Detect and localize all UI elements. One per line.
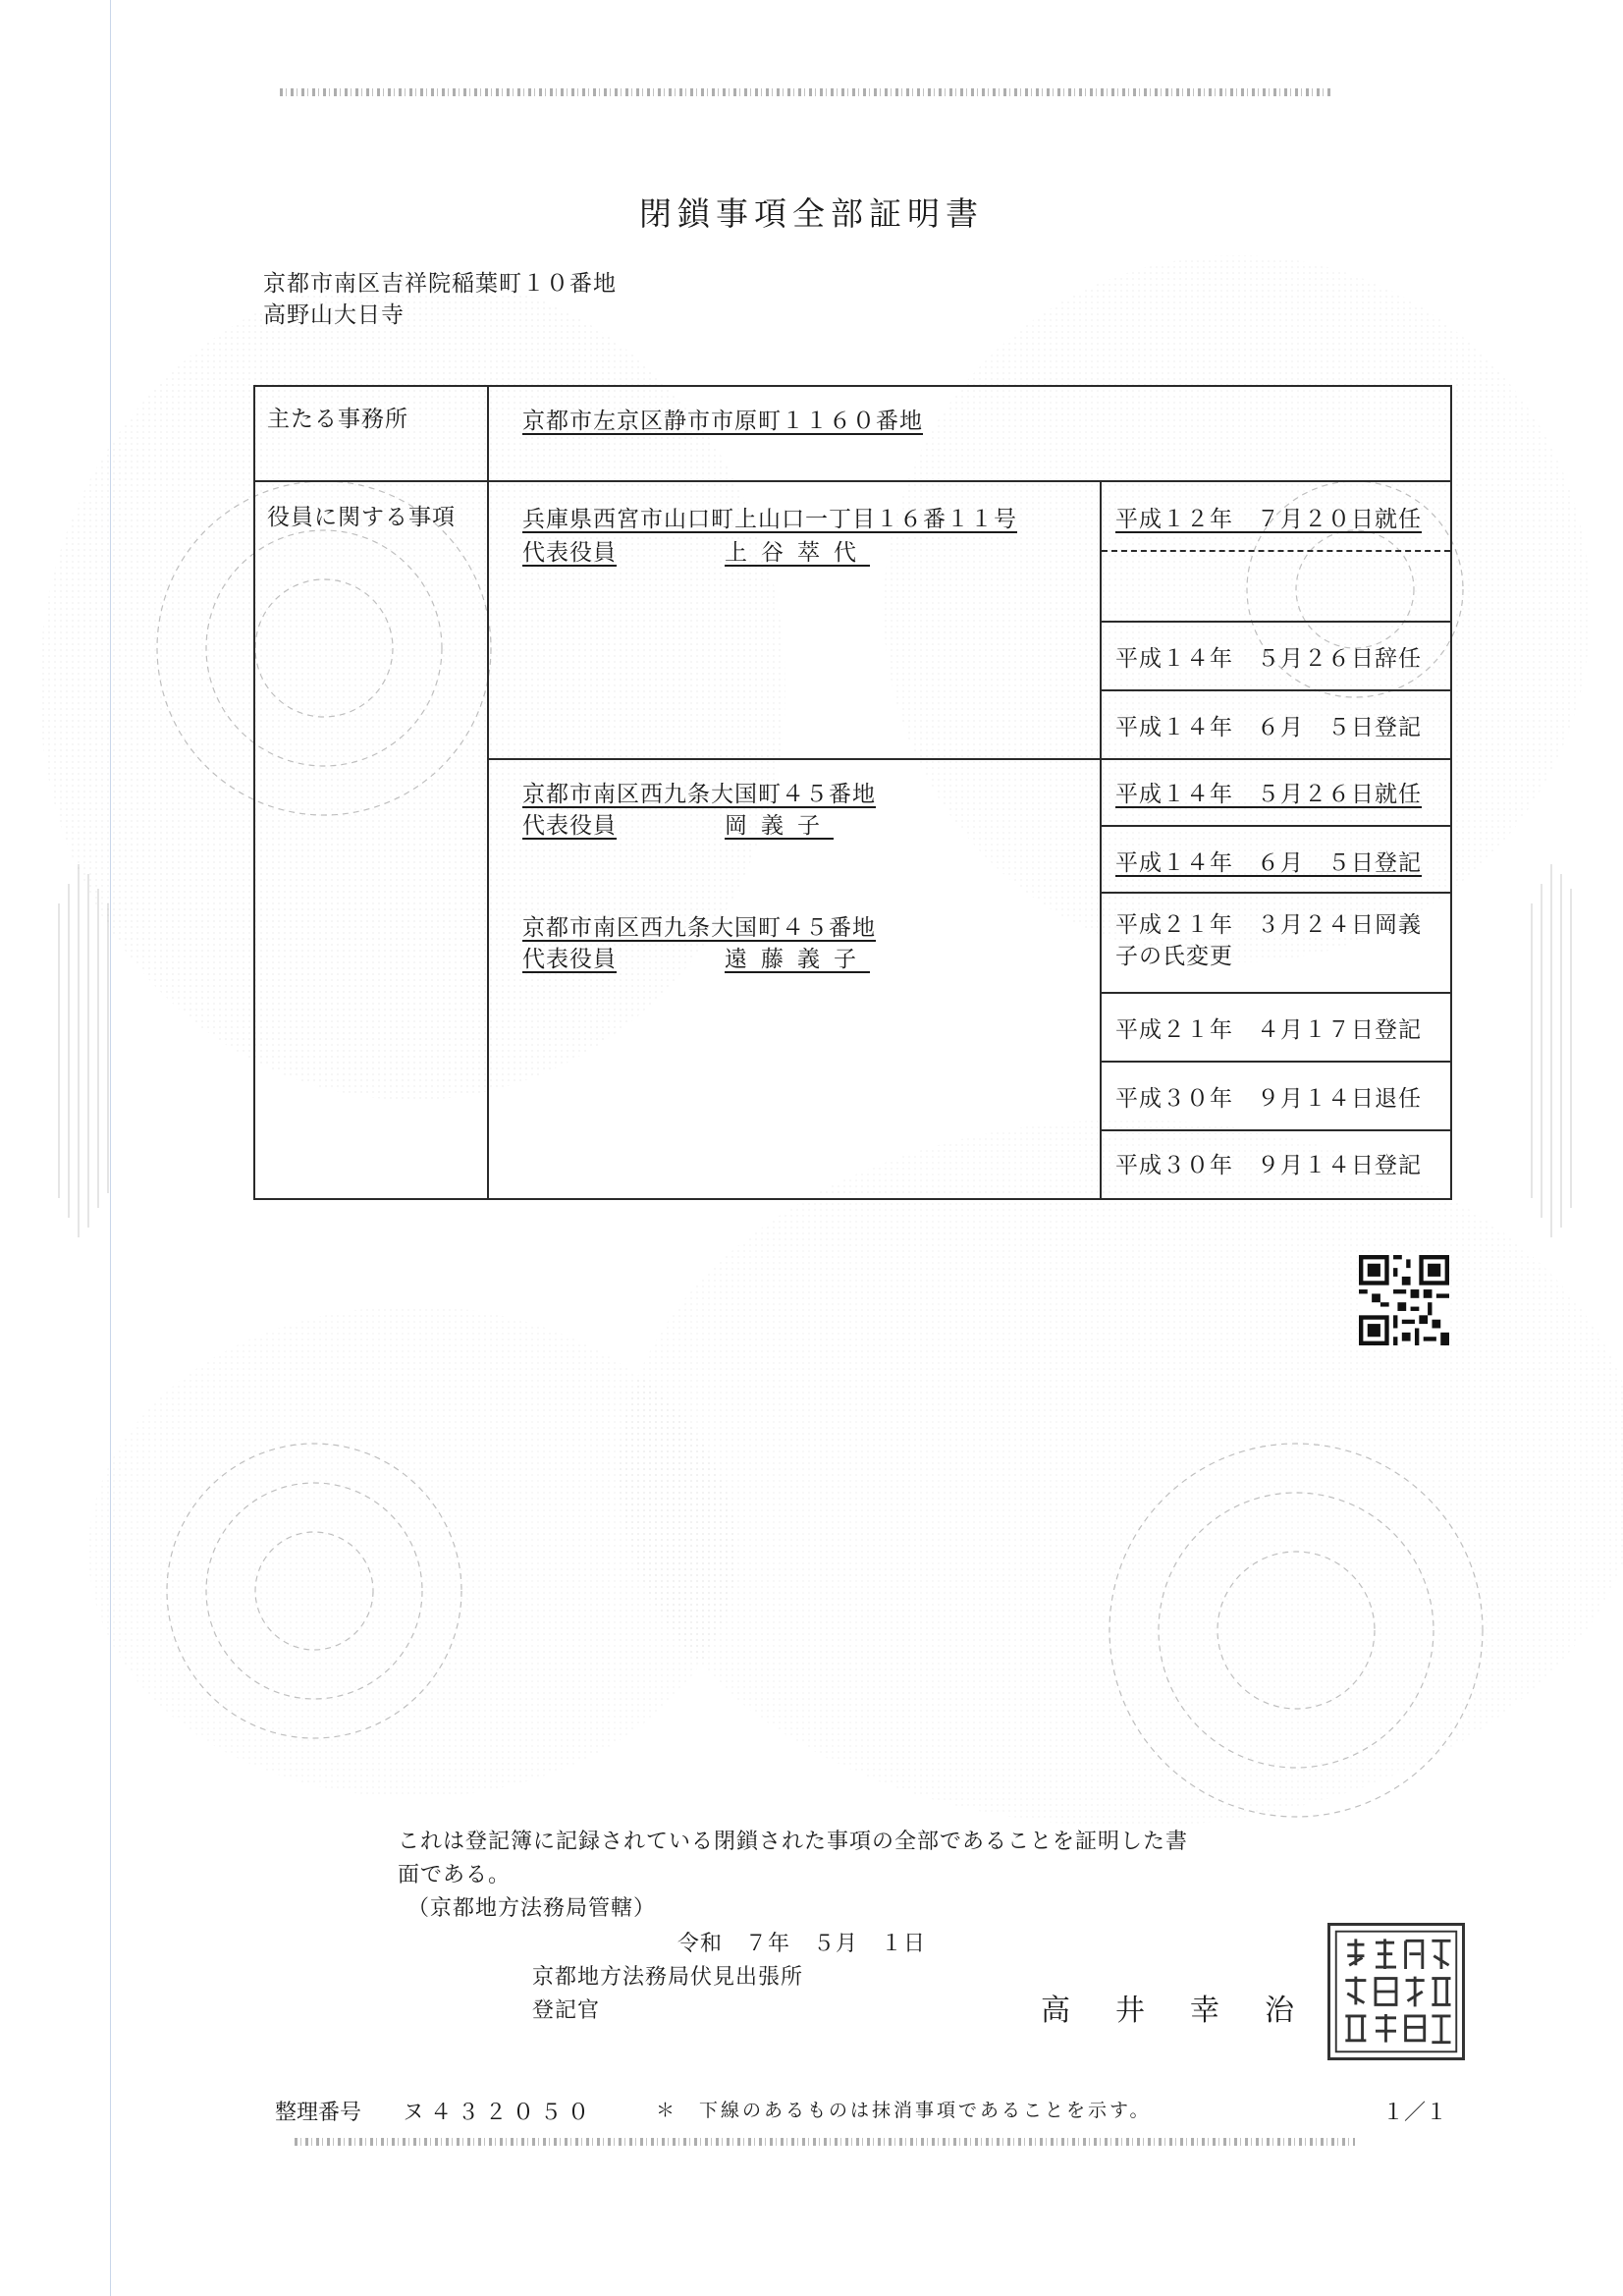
date-divider [1102, 621, 1450, 623]
officers-label: 役員に関する事項 [267, 505, 456, 530]
officer-3-name: 遠藤義子 [725, 947, 870, 972]
officer-3-role [522, 941, 870, 973]
date-column-divider [1100, 480, 1102, 1198]
officer-1-name: 上谷萃代 [725, 540, 870, 566]
officer-3-event-4: 平成３０年 ９月１４日登記 [1115, 1153, 1422, 1178]
officer-3-role-text: 代表役員 [522, 947, 617, 972]
page-number: １／１ [1382, 2101, 1448, 2125]
header-name: 高野山大日寺 [263, 302, 405, 328]
bottom-scan-border [295, 2138, 1355, 2146]
underline-note: ＊ 下線のあるものは抹消事項であることを示す。 [656, 2100, 1152, 2121]
document-title: 閉鎖事項全部証明書 [639, 194, 984, 233]
jurisdiction: （京都地方法務局管轄） [407, 1896, 657, 1921]
register-table [253, 385, 1452, 1200]
officer-title: 登記官 [532, 1998, 601, 2023]
date-divider [1102, 550, 1450, 552]
officer-2-event-1: 平成１４年 ５月２６日就任 [1115, 782, 1422, 807]
row-divider-main-office [255, 480, 1450, 482]
officer-3-event-2: 平成２１年 ４月１７日登記 [1115, 1017, 1422, 1043]
date-divider [1102, 992, 1450, 994]
qr-code-icon [1359, 1255, 1449, 1345]
issuing-office: 京都地方法務局伏見出張所 [532, 1965, 804, 1990]
main-office-label: 主たる事務所 [267, 407, 408, 432]
officer-2-name: 岡義子 [725, 813, 834, 839]
main-office-value: 京都市左京区静市市原町１１６０番地 [522, 409, 923, 434]
officer-2-role [522, 807, 834, 840]
top-scan-border [280, 88, 1330, 96]
official-seal [1327, 1923, 1465, 2060]
reference-number: ヌ４３２０５０ [403, 2101, 596, 2125]
certification-line-2: 面である。 [398, 1863, 512, 1887]
margin-rule [110, 0, 111, 2296]
date-divider [1102, 689, 1450, 691]
date-divider [1102, 1129, 1450, 1131]
date-divider [1102, 1061, 1450, 1063]
officer-2-role-text: 代表役員 [522, 813, 617, 839]
issue-date: 令和 ７年 ５月 １日 [677, 1932, 927, 1956]
date-divider [1102, 892, 1450, 894]
officer-2-address: 京都市南区西九条大国町４５番地 [522, 782, 876, 807]
officer-1-role-text: 代表役員 [522, 540, 617, 566]
header-address: 京都市南区吉祥院稲葉町１０番地 [263, 271, 617, 297]
officer-3-event-3: 平成３０年 ９月１４日退任 [1115, 1086, 1422, 1112]
officer-1-event-3: 平成１４年 ５月２６日辞任 [1115, 646, 1422, 672]
officer-name: 高 井 幸 治 [1041, 1994, 1302, 2028]
reference-label: 整理番号 [275, 2101, 362, 2125]
officer-1-event-1: 平成１２年 ７月２０日就任 [1115, 507, 1422, 532]
officer-3-event-1: 平成２１年 ３月２４日岡義 子の氏変更 [1115, 912, 1422, 969]
officer-1-event-4: 平成１４年 ６月 ５日登記 [1115, 715, 1422, 740]
certification-line-1: これは登記簿に記録されている閉鎖された事項の全部であることを証明した書 [398, 1830, 1189, 1854]
officer-divider [489, 758, 1450, 760]
officer-3-address: 京都市南区西九条大国町４５番地 [522, 915, 876, 941]
officer-1-role [522, 534, 870, 567]
officer-1-address: 兵庫県西宮市山口町上山口一丁目１６番１１号 [522, 507, 1017, 532]
date-divider [1102, 825, 1450, 827]
label-column-divider [487, 387, 489, 1198]
officer-2-event-2: 平成１４年 ６月 ５日登記 [1115, 850, 1422, 876]
